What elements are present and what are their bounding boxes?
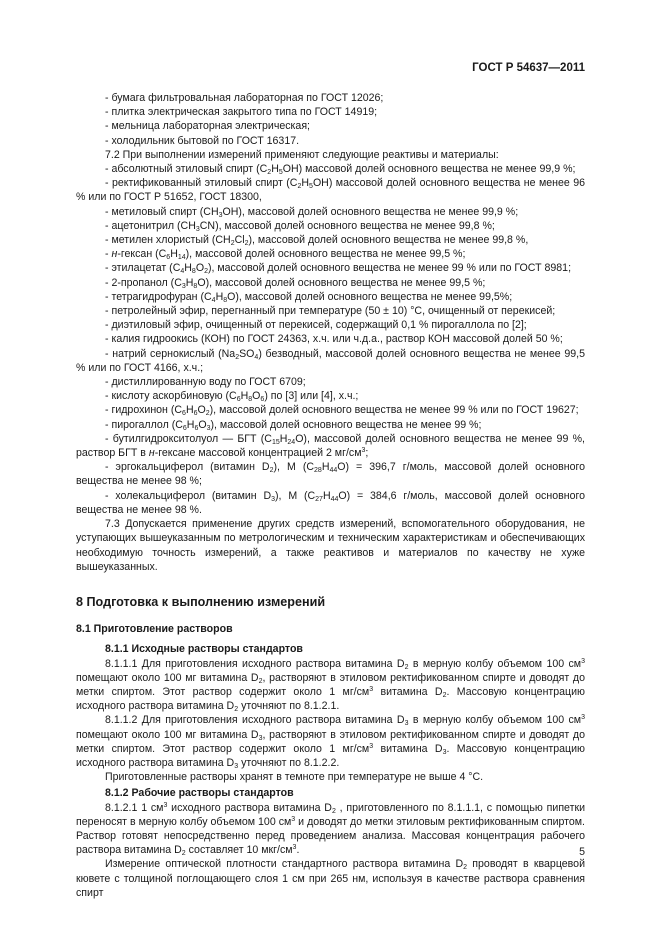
subsection-title: 8.1.1 Исходные растворы стандартов	[105, 643, 303, 656]
list-item: - кислоту аскорбиновую $(C_6H_8O_6)$ по [3] или [4], х.ч.;	[105, 390, 359, 404]
list-item: - гидрохинон $(C_6H_6O_2)$, массовой долей основного вещества не менее 99 % или по ГОСТ 19627;	[105, 404, 579, 418]
document-header: ГОСТ Р 54637—2011	[472, 62, 585, 74]
paragraph: Измерение оптической плотности стандартного раствора витамина $D_2$ проводят в кварцевой кювете с толщиной поглощающего слоя 1 см при 265 нм, используя в качестве раствора сравнения спирт	[76, 858, 585, 899]
list-item: - 2-пропанол $(C_3H_8O)$, массовой долей основного вещества не менее 99,5 %;	[105, 276, 486, 290]
list-item: - абсолютный этиловый спирт $(C_2H_5OH)$ массовой долей основного вещества не менее 99,9 %;	[105, 163, 576, 177]
list-item: - калия гидроокись (КОН) по ГОСТ 24363, х.ч. или ч.д.а., раствор КОН массовой долей 50 %;	[105, 333, 563, 346]
paragraph: 8.1.1.2 Для приготовления исходного раствора витамина $D_3$ в мерную колбу объемом 100 $см^3$ помещают около 100 мг витамина $D_3$, растворяют в этиловом ректификованном спирте и доводят до метки спиртом. Этот раствор содержит около 1 $мг/см^3$ витамина $D_3$. Массовую концентрацию исходного раствора витамина $D_3$ уточняют по 8.1.2.2.	[76, 714, 585, 770]
list-item: - этилацетат $(C_4H_8O_2)$, массовой долей основного вещества не менее 99 % или по ГОСТ 8981;	[105, 262, 572, 276]
list-item: - дистиллированную воду по ГОСТ 6709;	[105, 376, 306, 389]
list-item: - эргокальциферол (витамин $D_2$), М $(C_{28}H_{44}O) = 396,7$ г/моль, массовой долей основного вещества не менее 98 %;	[76, 461, 585, 488]
page-number: 5	[579, 846, 585, 858]
paragraph: 7.2 При выполнении измерений применяют следующие реактивы и материалы:	[105, 148, 499, 161]
list-item: - бутилгидрокситолуол — БГТ $(C_{15}H_{24}O)$, массовой долей основного вещества не менее 99 %, раствор БГТ в н-гексане массовой концентрацией 2 $мг/см^3$;	[76, 432, 585, 460]
list-item: - тетрагидрофуран $(C_4H_8O)$, массовой долей основного вещества не менее 99,5%;	[105, 290, 513, 304]
list-item: - мельница лабораторная электрическая;	[105, 120, 310, 133]
paragraph: 8.1.2.1 1 $см^3$ исходного раствора витамина $D_2$ , приготовленного по 8.1.1.1, с помощью пипетки переносят в мерную колбу объемом 100 $см^3$ и доводят до метки этиловым ректификованным спиртом. Раствор готовят непосредственно перед проведением анализа. Массовая концентрация рабочего раствора витамина $D_2$ составляет 10 мкг/$см^3$.	[76, 801, 585, 858]
subsection-title: 8.1.2 Рабочие растворы стандартов	[105, 787, 294, 800]
list-item: - н-гексан $(C_6H_{14})$, массовой долей основного вещества не менее 99,5 %;	[105, 248, 466, 262]
list-item: - петролейный эфир, перегнанный при температуре (50 ± 10) °С, очищенный от перекисей;	[105, 305, 556, 318]
list-item: - ацетонитрил $(CH_3CN)$, массовой долей основного вещества не менее 99,8 %;	[105, 219, 495, 233]
list-item: - ректификованный этиловый спирт $(C_2H_5OH)$ массовой долей основного вещества не менее 96 % или по ГОСТ Р 51652, ГОСТ 18300,	[76, 177, 585, 204]
list-item: - натрий сернокислый $(Na_2SO_4)$ безводный, массовой долей основного вещества не менее 99,5 % или по ГОСТ 4166, х.ч.;	[76, 347, 586, 374]
subsection-title: 8.1 Приготовление растворов	[76, 623, 233, 636]
list-item: - диэтиловый эфир, очищенный от перекисей, содержащий 0,1 % пирогаллола по [2];	[105, 319, 527, 332]
paragraph: 7.3 Допускается применение других средств измерений, вспомогательного оборудования, не уступающих вышеуказанным по метрологическим и техническим характеристикам и обеспечивающих необходимую точность измерений, а также реактивов и материалов по качеству не хуже вышеуказанных.	[76, 518, 585, 573]
list-item: - пирогаллол $(C_6H_6O_3)$, массовой долей основного вещества не менее 99 %;	[105, 418, 482, 432]
section-title: 8 Подготовка к выполнению измерений	[76, 594, 326, 609]
list-item: - бумага фильтровальная лабораторная по ГОСТ 12026;	[105, 92, 384, 104]
paragraph: 8.1.1.1 Для приготовления исходного раствора витамина $D_2$ в мерную колбу объемом 100 $см^3$ помещают около 100 мг витамина $D_2$, растворяют в этиловом ректификованном спирте и доводят до метки спиртом. Этот раствор содержит около 1 $мг/см^3$ витамина $D_2$. Массовую концентрацию исходного раствора витамина $D_2$ уточняют по 8.1.2.1.	[76, 657, 585, 714]
list-item: - холодильник бытовой по ГОСТ 16317.	[105, 134, 300, 147]
list-item: - холекальциферол (витамин $D_3$), М $(C_{27}H_{44}O) = 384,6$ г/моль, массовой долей основного вещества не менее 98 %.	[76, 489, 585, 516]
paragraph: Приготовленные растворы хранят в темноте при температуре не выше 4 °С.	[105, 771, 484, 784]
list-item: - метиловый спирт $(CH_3OH)$, массовой долей основного вещества не менее 99,9 %;	[105, 205, 519, 219]
list-item: - плитка электрическая закрытого типа по ГОСТ 14919;	[105, 106, 378, 119]
list-item: - метилен хлористый $(CH_2Cl_2)$, массовой долей основного вещества не менее 99,8 %,	[105, 234, 529, 248]
document-body	[76, 91, 585, 900]
